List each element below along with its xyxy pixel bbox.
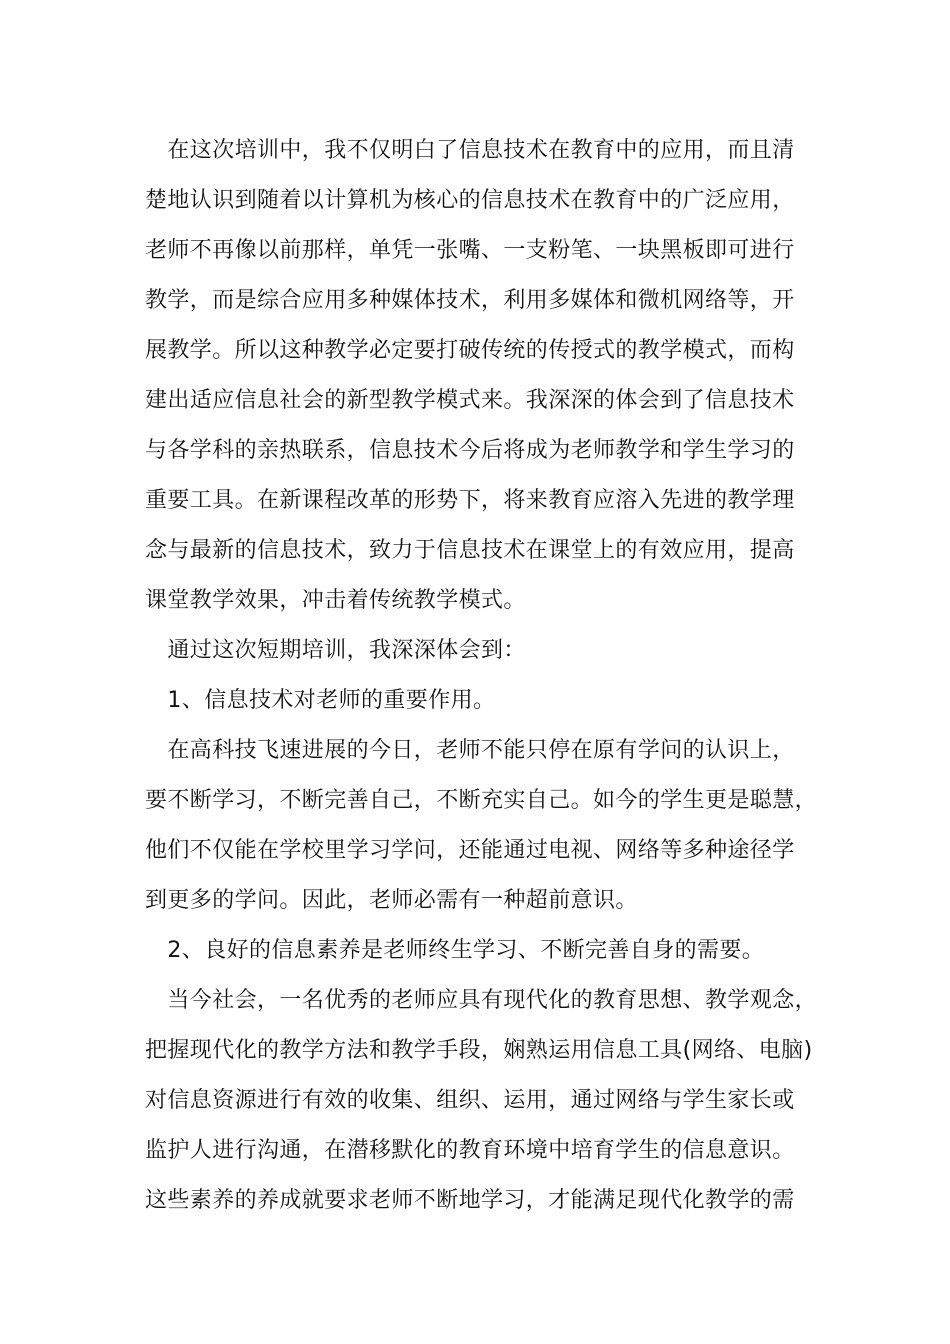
text-line: 对信息资源进行有效的收集、组织、运用，通过网络与学生家长或 (145, 1088, 795, 1113)
text-line: 当今社会，一名优秀的老师应具有现代化的教育思想、教学观念， (145, 988, 818, 1013)
text-line: 通过这次短期培训，我深深体会到： (145, 638, 526, 663)
text-line: 在高科技飞速进展的今日，老师不能只停在原有学问的认识上， (145, 738, 795, 763)
text-line: 这些素养的养成就要求老师不断地学习，才能满足现代化教学的需 (145, 1188, 795, 1213)
text-line: 老师不再像以前那样，单凭一张嘴、一支粉笔、一块黑板即可进行 (145, 238, 795, 263)
text-line: 展教学。所以这种教学必定要打破传统的传授式的教学模式，而构 (145, 338, 795, 363)
text-line: 课堂教学效果，冲击着传统教学模式。 (145, 588, 526, 613)
text-line: 到更多的学问。因此，老师必需有一种超前意识。 (145, 888, 638, 913)
text-line: 楚地认识到随着以计算机为核心的信息技术在教育中的广泛应用， (145, 188, 795, 213)
text-line: 建出适应信息社会的新型教学模式来。我深深的体会到了信息技术 (145, 388, 795, 413)
section-heading: 2、良好的信息素养是老师终生学习、不断完善自身的需要。 (145, 938, 765, 963)
text-line: 重要工具。在新课程改革的形势下，将来教育应溶入先进的教学理 (145, 488, 795, 513)
text-line: 念与最新的信息技术，致力于信息技术在课堂上的有效应用，提高 (145, 538, 795, 563)
text-line: 教学，而是综合应用多种媒体技术，利用多媒体和微机网络等，开 (145, 288, 795, 313)
text-line: 要不断学习，不断完善自己，不断充实自己。如今的学生更是聪慧， (145, 788, 818, 813)
text-line: 监护人进行沟通，在潜移默化的教育环境中培育学生的信息意识。 (145, 1138, 795, 1163)
text-line: 他们不仅能在学校里学习学问，还能通过电视、网络等多种途径学 (145, 838, 795, 863)
text-line: 与各学科的亲热联系，信息技术今后将成为老师教学和学生学习的 (145, 438, 795, 463)
text-line: 把握现代化的教学方法和教学手段，娴熟运用信息工具(网络、电脑) (145, 1038, 813, 1063)
text-line: 在这次培训中，我不仅明白了信息技术在教育中的应用，而且清 (145, 138, 795, 163)
section-heading: 1、信息技术对老师的重要作用。 (145, 688, 496, 713)
